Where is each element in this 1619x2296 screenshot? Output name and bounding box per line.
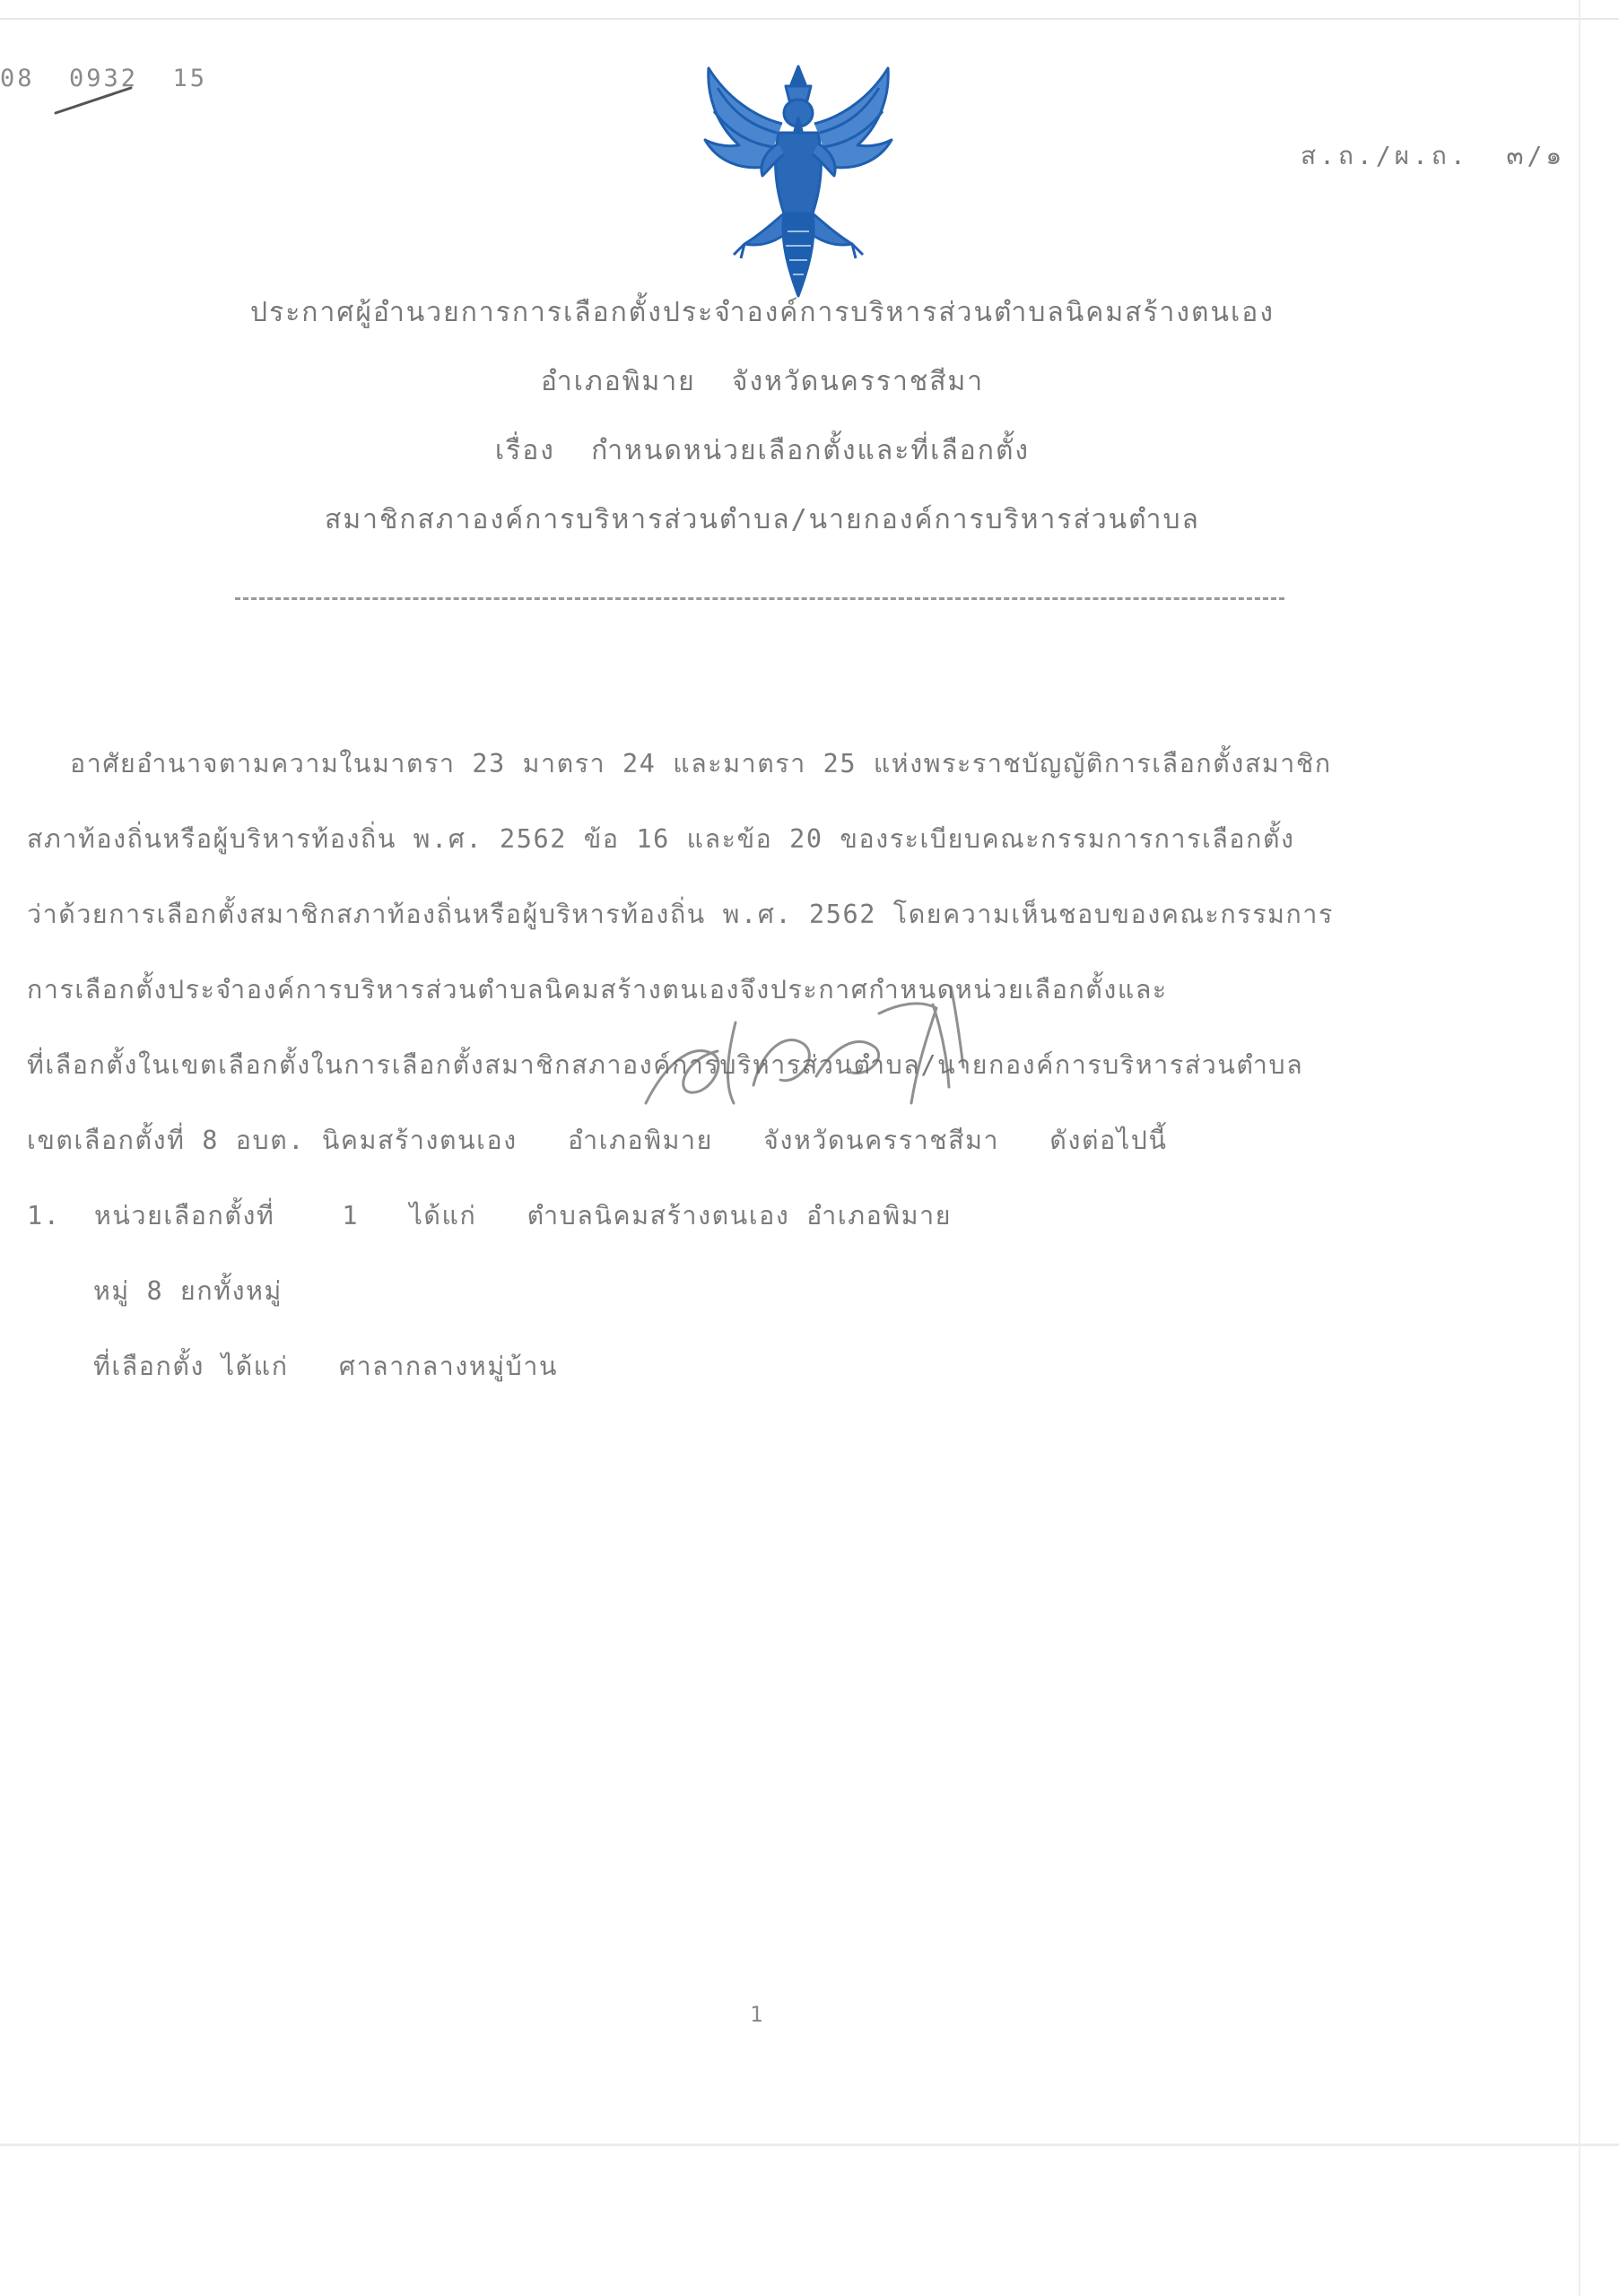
polling-unit-village: หมู่ 8 ยกทั้งหมู่ <box>93 1276 283 1306</box>
title-line-2: อำเภอพิมาย จังหวัดนครราชสีมา <box>540 366 985 397</box>
reference-number: 08 0932 15 <box>0 65 208 92</box>
body-line-6: เขตเลือกตั้งที่ 8 อบต. นิคมสร้างตนเอง อำเภอพิมาย จังหวัดนครราชสีมา ดังต่อไปนี้ <box>27 1126 1168 1155</box>
body-line-5: ที่เลือกตั้งในเขตเลือกตั้งในการเลือกตั้งสมาชิกสภาองค์การบริหารส่วนตำบล/นายกองค์การบริหารส่วนตำบล <box>27 1050 1304 1080</box>
body-line-2: สภาท้องถิ่นหรือผู้บริหารท้องถิ่น พ.ศ. 2562 ข้อ 16 และข้อ 20 ของระเบียบคณะกรรมการการเลือกตั้ง <box>27 824 1295 854</box>
announcement-title <box>135 278 1390 554</box>
title-line-4: สมาชิกสภาองค์การบริหารส่วนตำบล/นายกองค์การบริหารส่วนตำบล <box>325 504 1200 535</box>
polling-unit-location: ที่เลือกตั้ง ได้แก่ ศาลากลางหมู่บ้าน <box>93 1352 559 1381</box>
polling-unit-item: 1. หน่วยเลือกตั้งที่ 1 ได้แก่ ตำบลนิคมสร้างตนเอง อำเภอพิมาย <box>27 1201 952 1231</box>
handwritten-signature <box>628 969 1005 1130</box>
body-line-3: ว่าด้วยการเลือกตั้งสมาชิกสภาท้องถิ่นหรือผู้บริหารท้องถิ่น พ.ศ. 2562 โดยความเห็นชอบของคณะกรรมการ <box>27 900 1334 929</box>
title-line-1: ประกาศผู้อำนวยการการเลือกตั้งประจำองค์การบริหารส่วนตำบลนิคมสร้างตนเอง <box>250 297 1275 328</box>
scan-bottom-border <box>0 2144 1619 2146</box>
title-line-3: เรื่อง กำหนดหน่วยเลือกตั้งและที่เลือกตั้ง <box>494 435 1031 466</box>
scan-right-edge <box>1579 0 1580 2296</box>
dashed-separator <box>235 597 1284 600</box>
body-line-1: อาศัยอำนาจตามความในมาตรา 23 มาตรา 24 และมาตรา 25 แห่งพระราชบัญญัติการเลือกตั้งสมาชิก <box>70 749 1332 778</box>
body-line-4: การเลือกตั้งประจำองค์การบริหารส่วนตำบลนิคมสร้างตนเองจึงประกาศกำหนดหน่วยเลือกตั้งและ <box>27 975 1168 1004</box>
pen-mark-icon <box>54 83 135 118</box>
document-code: ส.ถ./ผ.ถ. ๓/๑ <box>1301 141 1566 170</box>
scan-top-border <box>0 18 1619 20</box>
garuda-emblem-icon <box>691 61 906 303</box>
page-number: 1 <box>750 2002 763 2027</box>
